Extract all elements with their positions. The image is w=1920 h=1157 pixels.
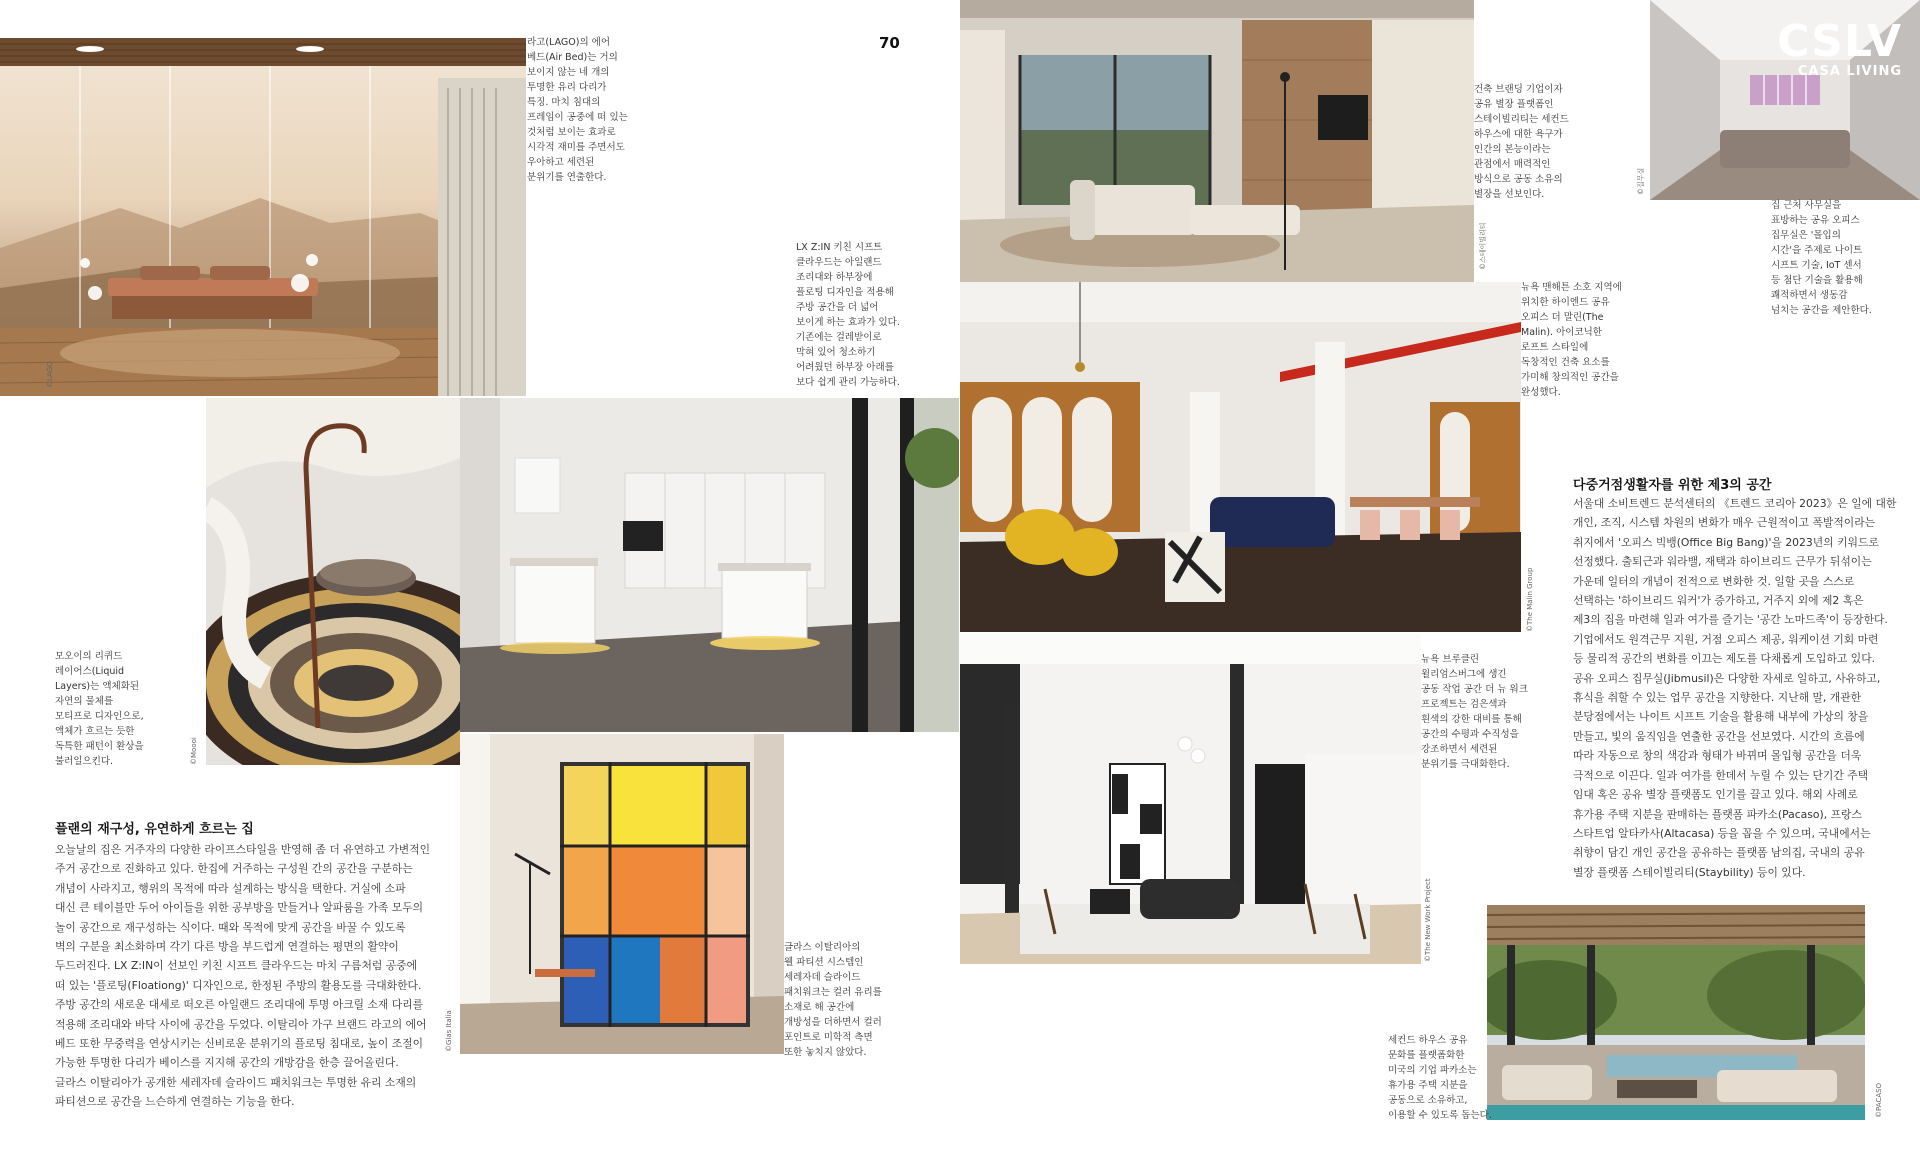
cslv-logo-sub: CASA LIVING bbox=[1797, 64, 1902, 79]
credit-moooi: ©Moooi bbox=[190, 737, 198, 765]
credit-newwork: ©The New Work Project bbox=[1424, 878, 1432, 962]
caption-new-work: 뉴욕 브루클린 윌리엄스버그에 생긴 공동 작업 공간 더 뉴 워크 프로젝트는 검은색과 흰색의 강한 대비를 통해 공간의 수평과 수직성을 강조하면서 세련된 분위기를 극대화한다. bbox=[1421, 654, 1528, 770]
credit-jibmusil: ©집무실 bbox=[1637, 167, 1645, 195]
credit-lago: ©LAGO bbox=[46, 361, 54, 388]
article-right-heading: 다중거점생활자를 위한 제3의 공간 bbox=[1573, 478, 1772, 493]
page-number: 70 bbox=[879, 34, 900, 52]
pacaso-patio-photo bbox=[1487, 905, 1865, 1120]
caption-lago: 라고(LAGO)의 에어 베드(Air Bed)는 거의 보이지 않는 네 개의 투명한 유리 다리가 특징. 마치 침대의 프레임이 공중에 떠 있는 것처럼 보이는 효과로 시각적 재미를 주면서도 우아하고 세련된 분위기를 연출한다. bbox=[527, 37, 628, 183]
stayability-living-photo bbox=[960, 0, 1474, 282]
lxzin-kitchen-photo bbox=[460, 398, 959, 732]
credit-stay: ©스테이빌리티 bbox=[1479, 222, 1487, 270]
caption-seconde-house: 건축 브랜딩 기업이자 공유 별장 플랫폼인 스테이빌리티는 세컨드 하우스에 대한 욕구가 인간의 본능이라는 관점에서 매력적인 방식으로 공동 소유의 별장을 선보인다. bbox=[1474, 84, 1569, 200]
glas-italia-partition-photo bbox=[460, 734, 784, 1054]
caption-lxzin: LX Z:IN 키친 시프트 클라우드는 아일랜드 조리대와 하부장에 플로팅 디자인을 적용해 주방 공간을 더 넓어 보이게 하는 효과가 있다. 기존에는 걸레받이로 막혀 있어 청소하기 어려웠던 하부장 아래를 보다 쉽게 관리 가능하다. bbox=[796, 242, 900, 388]
caption-jibmusil: 집 근처 사무실을 표방하는 공유 오피스 집무실은 '몰입의 시간'을 주제로 나이트 시프트 기술, IoT 센서 등 첨단 기술을 활용해 쾌적하면서 생동감 넘치는 공간을 제안한다. bbox=[1771, 200, 1872, 316]
credit-lxzin: ©LX Z:IN bbox=[880, 692, 888, 725]
article-left-heading: 플랜의 재구성, 유연하게 흐르는 집 bbox=[55, 822, 254, 837]
new-work-project-photo bbox=[960, 634, 1421, 964]
caption-moooi: 모오이의 리퀴드 레이어스(Liquid Layers)는 액체화된 자연의 물체를 모티프로 디자인으로, 액체가 흐르는 듯한 독특한 패턴이 환상을 불러일으킨다. bbox=[55, 651, 144, 767]
caption-the-malin: 뉴욕 맨해튼 소호 지역에 위치한 하이엔드 공유 오피스 더 말린(The Malin). 아이코닉한 로프트 스타일에 독창적인 건축 요소를 가미해 창의적인 공간을 완성했다. bbox=[1521, 282, 1622, 398]
article-left-body: 오늘날의 집은 거주자의 다양한 라이프스타일을 반영해 좀 더 유연하고 가변적인 주거 공간으로 진화하고 있다. 한집에 거주하는 구성원 간의 공간을 구분하는 개념이 사라지고, 행위의 목적에 따라 설계하는 방식을 택한다. 거실에 소파 대신 큰 테이블만 두어 아이들을 위한 공부방을 만들거나 알파룸을 가족 모두의 놀이 공간으로 재구성하는 식이다. 때와 목적에 맞게 공간을 바꿀 수 있도록 벽의 구분을 최소화하며 각기 다른 방을 부드럽게 연결하는 평면의 활약이 두드러진다. LX Z:IN이 선보인 키친 시프트 클라우드는 마치 구름처럼 공중에 떠 있는 '플로팅(Floationg)' 디자인으로, 한정된 주방의 활용도를 극대화한다. 주방 공간의 새로운 대세로 떠오른 아일랜드 조리대에 투명 아크릴 소재 다리를 적용해 조리대와 바닥 사이에 공간을 두었다. 이탈리아 가구 브랜드 라고의 에어 베드 또한 무중력을 연상시키는 신비로운 분위기의 플로팅 침대로, 높이 조절이 가능한 투명한 다리가 베이스를 지지해 공간의 개방감을 한층 끌어올린다. 글라스 이탈리아가 공개한 세레자데 슬라이드 패치워크는 투명한 유리 소재의 파티션으로 공간을 느슨하게 연결하는 기능을 한다. bbox=[55, 843, 431, 1109]
caption-glass: 글라스 이탈리아의 웰 파티션 시스템인 세레자데 슬라이드 패치워크는 컬러 유리를 소재로 해 공간에 개방성을 더하면서 컬러 포인트로 미학적 측면 또한 놓치지 않았다. bbox=[784, 942, 882, 1058]
credit-glas: ©Glas Italia bbox=[445, 1010, 453, 1052]
lago-air-bed-photo bbox=[0, 38, 526, 396]
credit-malin: ©The Malin Group bbox=[1526, 567, 1534, 632]
the-malin-office-photo bbox=[960, 282, 1521, 632]
cslv-logo bbox=[1762, 16, 1902, 79]
credit-pacaso: ©PACASO bbox=[1875, 1082, 1883, 1118]
caption-pacaso: 세컨드 하우스 공유 문화를 플랫폼화한 미국의 기업 파카소는 휴가용 주택 지분을 공동으로 소유하고, 이용할 수 있도록 돕는다. bbox=[1388, 1035, 1492, 1121]
cslv-logo-text: CSLV bbox=[1777, 16, 1902, 67]
article-right-body: 서울대 소비트렌드 분석센터의 《트렌드 코리아 2023》은 일에 대한 개인, 조직, 시스템 차원의 변화가 매우 근원적이고 폭발적이라는 취지에서 '오피스 빅뱅(Office Big Bang)'을 2023년의 키워드로 선정했다. 출퇴근과 워라밸, 재택과 하이브리드 근무가 뒤섞이는 가운데 일터의 개념이 전적으로 변화한 것. 일할 곳을 스스로 선택하는 '하이브리드 워커'가 증가하고, 거주지 외에 제2 혹은 제3의 집을 마련해 일과 여가를 즐기는 '공간 노마드족'이 등장한다. 기업에서도 원격근무 지원, 거점 오피스 제공, 워케이션 기회 마련 등 물리적 공간의 변화를 이끄는 제도를 다채롭게 도입하고 있다. 공유 오피스 집무실(Jibmusil)은 다양한 자세로 일하고, 사유하고, 휴식을 취할 수 있는 업무 공간을 지향한다. 지난해 말, 개관한 분당점에서는 나이트 시프트 기술을 활용해 내부에 가상의 창을 만들고, 빛의 움직임을 연출한 공간을 선보였다. 시간의 흐름에 따라 자동으로 창의 색감과 형태가 바뀌며 몰입형 공간을 더욱 극적으로 이끈다. 일과 여가를 한데서 누릴 수 있는 단기간 주택 임대 혹은 공유 별장 플랫폼도 인기를 끌고 있다. 해외 사례로 휴가용 주택 지분을 판매하는 플랫폼 파카소(Pacaso), 프랑스 스타트업 알타카사(Altacasa) 등을 꼽을 수 있으며, 국내에서는 취향이 담긴 개인 공간을 공유하는 플랫폼 남의집, 국내의 공유 별장 플랫폼 스테이빌리티(Staybility) 등이 있다. bbox=[1573, 497, 1897, 879]
moooi-liquid-layers-photo bbox=[206, 398, 460, 765]
